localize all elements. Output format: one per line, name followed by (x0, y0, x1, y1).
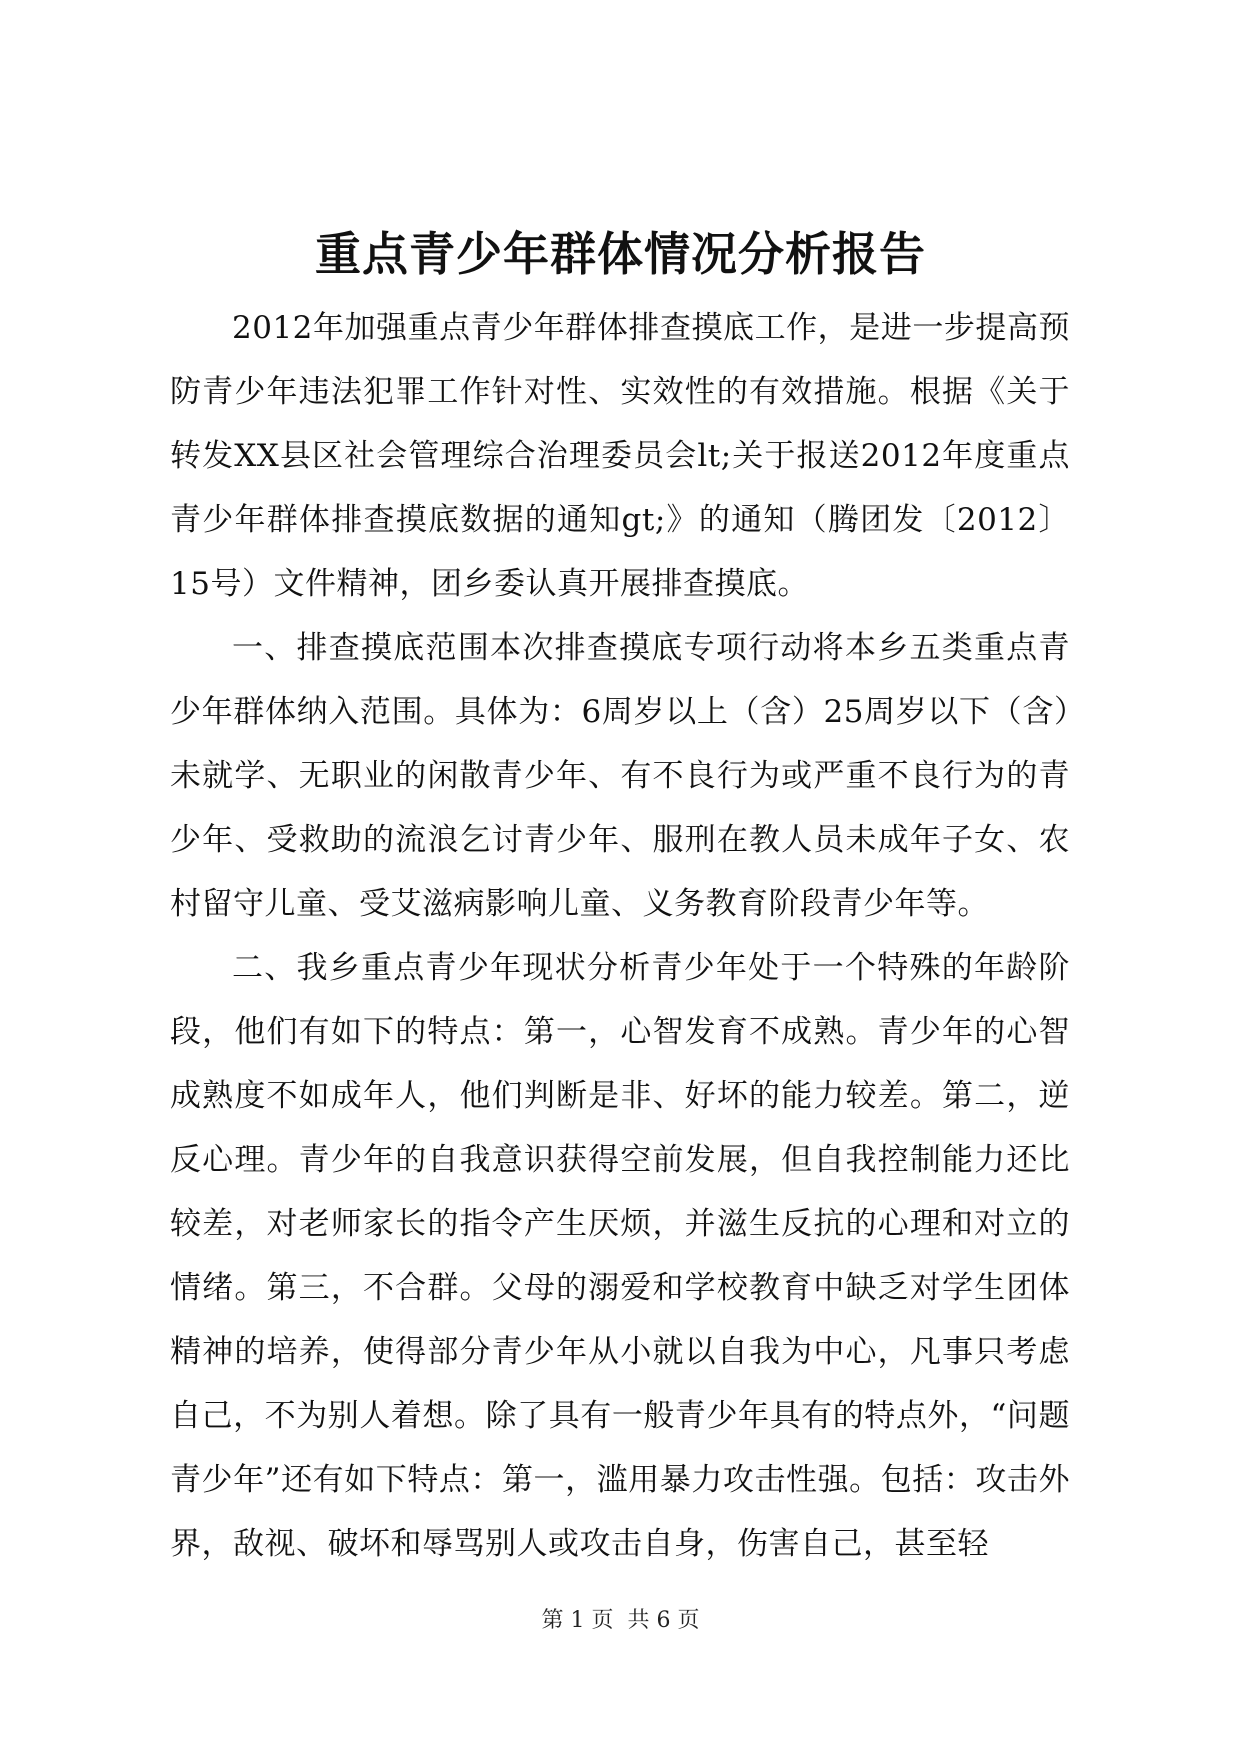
paragraph-analysis: 二、我乡重点青少年现状分析青少年处于一个特殊的年龄阶段，他们有如下的特点：第一，心智发育不成熟。青少年的心智成熟度不如成年人，他们判断是非、好坏的能力较差。第二，逆反心理。青少年的自我意识获得空前发展，但自我控制能力还比较差，对老师家长的指令产生厌烦，并滋生反抗的心理和对立的情绪。第三，不合群。父母的溺爱和学校教育中缺乏对学生团体精神的培养，使得部分青少年从小就以自我为中心，凡事只考虑自己，不为别人着想。除了具有一般青少年具有的特点外，“问题青少年”还有如下特点：第一，滥用暴力攻击性强。包括：攻击外界，敌视、破坏和辱骂别人或攻击自身，伤害自己，甚至轻 (170, 950, 1070, 1562)
paragraph-intro: 2012年加强重点青少年群体排查摸底工作，是进一步提高预防青少年违法犯罪工作针对性、实效性的有效措施。根据《关于转发XX县区社会管理综合治理委员会lt;关于报送2012年度重点青少年群体排查摸底数据的通知gt;》的通知（腾团发〔2012〕15号）文件精神，团乡委认真开展排查摸底。 (170, 310, 1070, 602)
paragraph-scope: 一、排查摸底范围本次排查摸底专项行动将本乡五类重点青少年群体纳入范围。具体为：6周岁以上（含）25周岁以下（含）未就学、无职业的闲散青少年、有不良行为或严重不良行为的青少年、受救助的流浪乞讨青少年、服刑在教人员未成年子女、农村留守儿童、受艾滋病影响儿童、义务教育阶段青少年等。 (170, 630, 1070, 922)
document-body (170, 296, 1070, 1576)
page-footer (0, 1606, 1241, 1636)
page-number-label: 第 1 页 共 6 页 (541, 1608, 700, 1633)
document-title: 重点青少年群体情况分析报告 (315, 227, 926, 281)
